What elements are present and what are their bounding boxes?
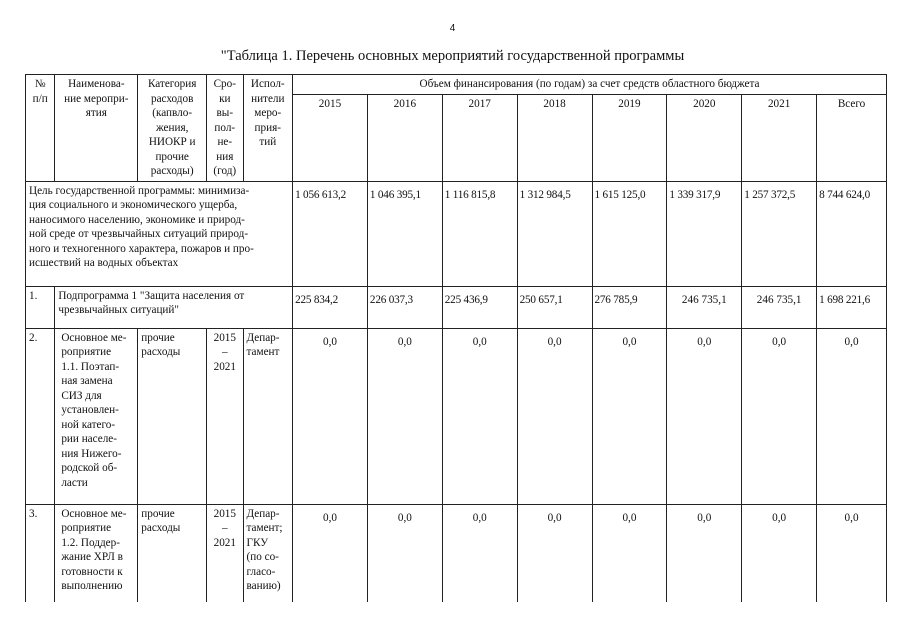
value-cell: 0,0 <box>367 504 442 602</box>
program-goal-text: Цель государственной программы: минимиза- ция социального и экономического ущерба, наносимого населению, экономике и природ- ной среде от чрезвычайных ситуаций природ- ного и техногенного характера, пожаров и про- исшествий на водных объектах <box>26 181 293 286</box>
value-cell: 0,0 <box>742 328 817 504</box>
value-cell: 0,0 <box>742 504 817 602</box>
row-number: 3. <box>26 504 55 602</box>
header-executors: Испол- нители меро- прия- тий <box>243 75 293 182</box>
execution-terms: 2015 – 2021 <box>207 504 243 602</box>
value-cell: 0,0 <box>592 328 667 504</box>
header-name: Наименова- ние меропри- ятия <box>55 75 138 182</box>
value-cell: 0,0 <box>592 504 667 602</box>
header-year: 2019 <box>592 94 667 181</box>
table-title: "Таблица 1. Перечень основных мероприятий государственной программы <box>220 48 685 64</box>
table-row <box>26 286 887 328</box>
value-cell: 0,0 <box>293 328 368 504</box>
value-cell: 0,0 <box>442 328 517 504</box>
header-total: Всего <box>817 94 887 181</box>
value-cell: 276 785,9 <box>592 286 667 328</box>
value-cell: 1 046 395,1 <box>367 181 442 286</box>
value-cell: 225 436,9 <box>442 286 517 328</box>
subprogram-text: Подпрограмма 1 "Защита населения от чрезвычайных ситуаций" <box>55 286 293 328</box>
value-cell: 1 339 317,9 <box>667 181 742 286</box>
value-cell: 1 116 815,8 <box>442 181 517 286</box>
value-cell: 0,0 <box>517 328 592 504</box>
value-cell: 226 037,3 <box>367 286 442 328</box>
row-number: 1. <box>26 286 55 328</box>
header-category: Категория расходов (капвло- жения, НИОКР и прочие расходы) <box>138 75 207 182</box>
table-row <box>26 181 887 286</box>
table-row <box>26 504 887 602</box>
value-cell: 246 735,1 <box>667 286 742 328</box>
header-year: 2020 <box>667 94 742 181</box>
total-cell: 0,0 <box>817 328 887 504</box>
header-funding: Объем финансирования (по годам) за счет средств областного бюджета <box>293 75 887 95</box>
activity-name: Основное ме- роприятие 1.2. Поддер- жание ХРЛ в готовности к выполнению <box>55 504 138 602</box>
value-cell: 246 735,1 <box>742 286 817 328</box>
header-year: 2017 <box>442 94 517 181</box>
total-cell: 8 744 624,0 <box>817 181 887 286</box>
value-cell: 1 312 984,5 <box>517 181 592 286</box>
row-number: 2. <box>26 328 55 504</box>
header-num: № п/п <box>26 75 55 182</box>
value-cell: 0,0 <box>667 328 742 504</box>
value-cell: 0,0 <box>442 504 517 602</box>
total-cell: 1 698 221,6 <box>817 286 887 328</box>
value-cell: 0,0 <box>293 504 368 602</box>
header-year: 2016 <box>367 94 442 181</box>
executor: Депар- тамент <box>243 328 293 504</box>
page-number: 4 <box>449 23 456 34</box>
header-terms: Сро- ки вы- пол- не- ния (год) <box>207 75 243 182</box>
value-cell: 0,0 <box>667 504 742 602</box>
value-cell: 0,0 <box>517 504 592 602</box>
table-row <box>26 328 887 504</box>
value-cell: 1 257 372,5 <box>742 181 817 286</box>
header-year: 2018 <box>517 94 592 181</box>
value-cell: 0,0 <box>367 328 442 504</box>
header-year: 2021 <box>742 94 817 181</box>
activity-name: Основное ме- роприятие 1.1. Поэтап- ная замена СИЗ для установлен- ной катего- рии населе- ния Нижего- родской об- ласти <box>55 328 138 504</box>
value-cell: 1 615 125,0 <box>592 181 667 286</box>
expense-category: прочие расходы <box>138 328 207 504</box>
value-cell: 225 834,2 <box>293 286 368 328</box>
value-cell: 250 657,1 <box>517 286 592 328</box>
value-cell: 1 056 613,2 <box>293 181 368 286</box>
program-activities-table <box>25 74 887 602</box>
executor: Депар- тамент; ГКУ (по со- гласо- ванию) <box>243 504 293 602</box>
header-row <box>26 75 887 95</box>
expense-category: прочие расходы <box>138 504 207 602</box>
total-cell: 0,0 <box>817 504 887 602</box>
header-year: 2015 <box>293 94 368 181</box>
execution-terms: 2015 – 2021 <box>207 328 243 504</box>
